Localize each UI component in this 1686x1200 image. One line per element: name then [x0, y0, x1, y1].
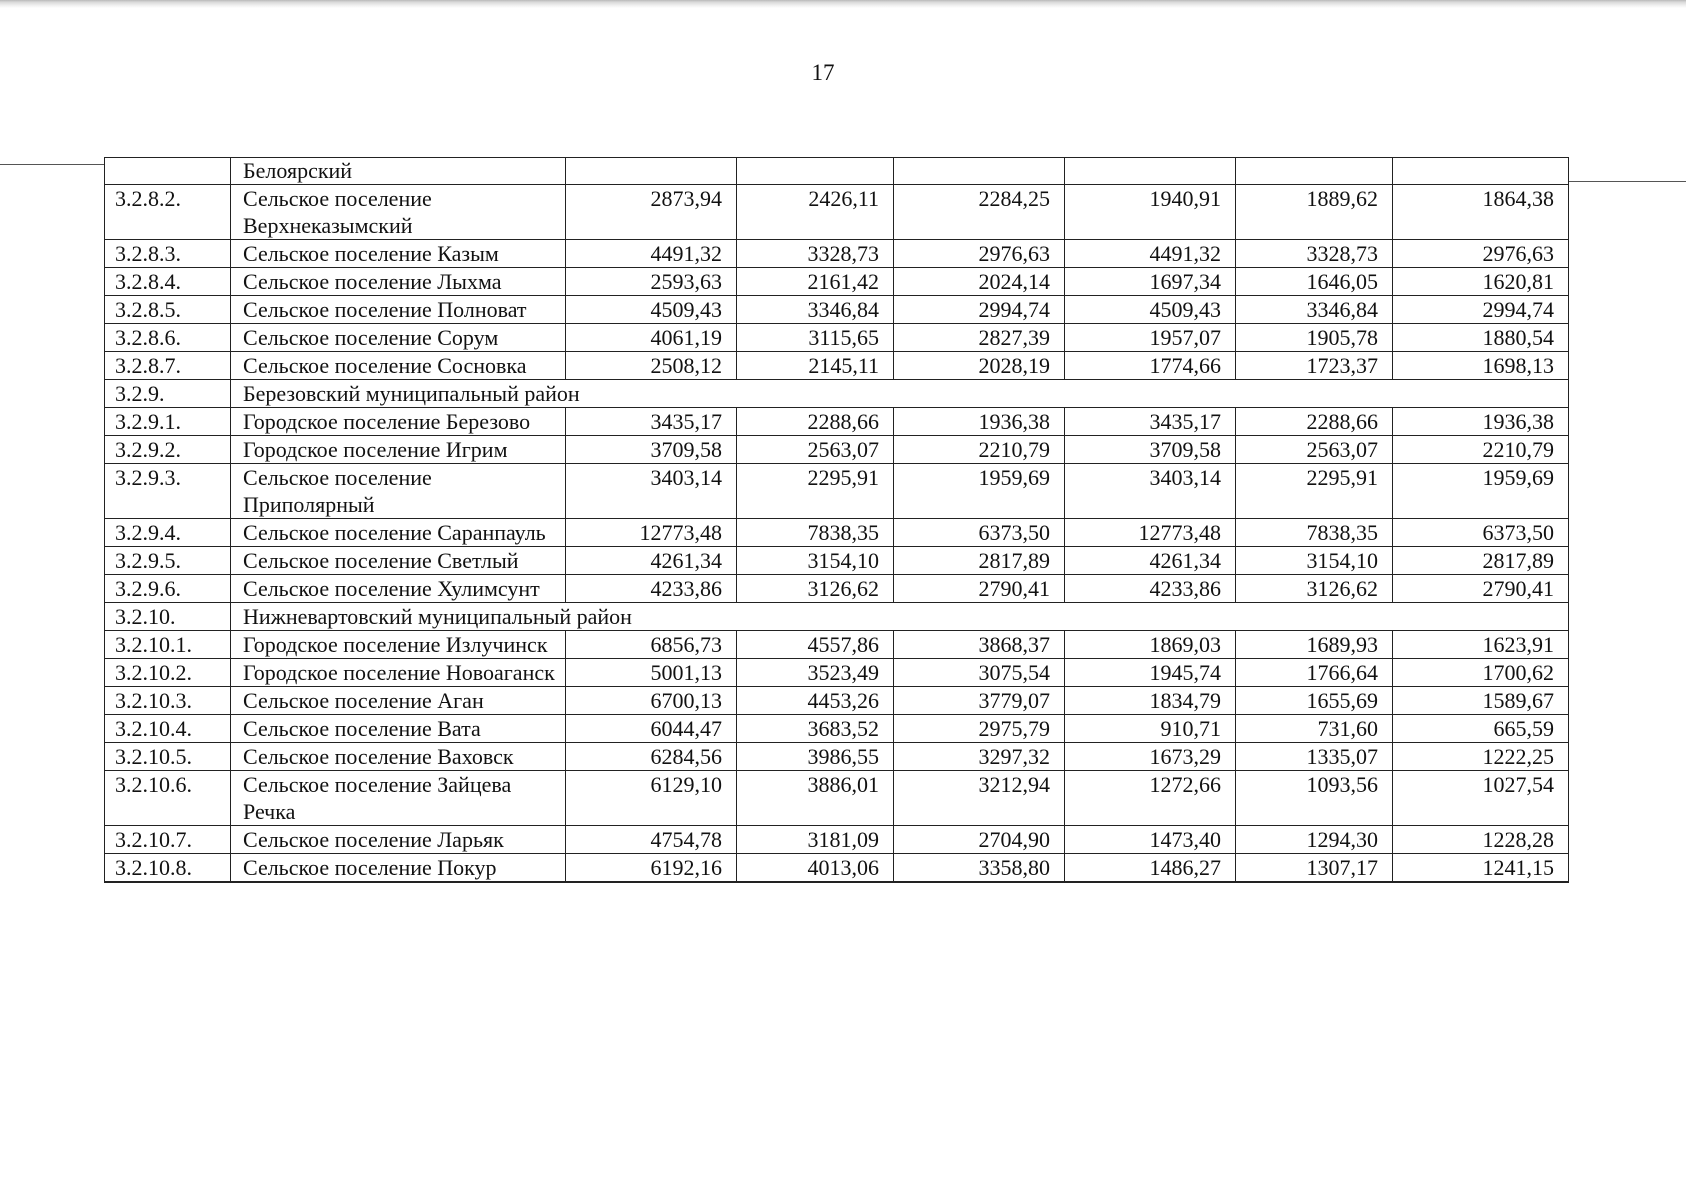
value-cell: 12773,48	[566, 519, 737, 547]
value-cell: 3435,17	[566, 408, 737, 436]
settlement-name: Сельское поселение Сосновка	[231, 352, 566, 380]
value-cell: 1959,69	[894, 464, 1065, 519]
value-cell: 6373,50	[1393, 519, 1569, 547]
row-code: 3.2.10.8.	[105, 854, 231, 883]
group-row	[105, 603, 1569, 631]
row-code: 3.2.10.6.	[105, 771, 231, 826]
value-cell: 1698,13	[1393, 352, 1569, 380]
value-cell: 1228,28	[1393, 826, 1569, 854]
row-code: 3.2.8.2.	[105, 185, 231, 240]
row-code: 3.2.10.4.	[105, 715, 231, 743]
value-cell: 3358,80	[894, 854, 1065, 883]
value-cell: 2976,63	[894, 240, 1065, 268]
value-cell: 3346,84	[1236, 296, 1393, 324]
settlement-name: Сельское поселение Верхнеказымский	[231, 185, 566, 240]
value-cell: 2704,90	[894, 826, 1065, 854]
value-cell: 4261,34	[566, 547, 737, 575]
value-cell: 4509,43	[1065, 296, 1236, 324]
value-cell: 1027,54	[1393, 771, 1569, 826]
value-cell: 5001,13	[566, 659, 737, 687]
value-cell: 6856,73	[566, 631, 737, 659]
value-cell: 2426,11	[737, 185, 894, 240]
value-cell: 1905,78	[1236, 324, 1393, 352]
value-cell: 4491,32	[566, 240, 737, 268]
row-code: 3.2.10.1.	[105, 631, 231, 659]
table-row	[105, 547, 1569, 575]
value-cell: 3126,62	[1236, 575, 1393, 603]
table-row	[105, 296, 1569, 324]
value-cell: 3075,54	[894, 659, 1065, 687]
value-cell: 1880,54	[1393, 324, 1569, 352]
value-cell: 1945,74	[1065, 659, 1236, 687]
row-code: 3.2.9.5.	[105, 547, 231, 575]
value-cell: 4557,86	[737, 631, 894, 659]
table-row	[105, 854, 1569, 883]
settlement-name: Сельское поселение Покур	[231, 854, 566, 883]
value-cell: 2563,07	[1236, 436, 1393, 464]
value-cell: 1774,66	[1065, 352, 1236, 380]
value-cell: 1623,91	[1393, 631, 1569, 659]
value-cell: 2817,89	[1393, 547, 1569, 575]
table-row	[105, 268, 1569, 296]
table-row	[105, 324, 1569, 352]
value-cell: 2563,07	[737, 436, 894, 464]
group-name: Нижневартовский муниципальный район	[231, 603, 1569, 631]
group-code: 3.2.10.	[105, 603, 231, 631]
value-cell: 2161,42	[737, 268, 894, 296]
value-cell: 4491,32	[1065, 240, 1236, 268]
value-cell: 1834,79	[1065, 687, 1236, 715]
header-cell	[566, 158, 737, 185]
table-row	[105, 575, 1569, 603]
value-cell: 1473,40	[1065, 826, 1236, 854]
settlement-name: Сельское поселение Полноват	[231, 296, 566, 324]
row-code: 3.2.10.3.	[105, 687, 231, 715]
continuation-header: Белоярский	[231, 158, 566, 185]
value-cell: 3328,73	[1236, 240, 1393, 268]
value-cell: 3868,37	[894, 631, 1065, 659]
value-cell: 1294,30	[1236, 826, 1393, 854]
value-cell: 1335,07	[1236, 743, 1393, 771]
value-cell: 2873,94	[566, 185, 737, 240]
value-cell: 910,71	[1065, 715, 1236, 743]
row-code: 3.2.10.2.	[105, 659, 231, 687]
value-cell: 4261,34	[1065, 547, 1236, 575]
row-code: 3.2.8.7.	[105, 352, 231, 380]
value-cell: 1272,66	[1065, 771, 1236, 826]
tariff-table	[104, 157, 1569, 883]
table-row	[105, 408, 1569, 436]
value-cell: 2024,14	[894, 268, 1065, 296]
row-code: 3.2.8.6.	[105, 324, 231, 352]
value-cell: 2295,91	[1236, 464, 1393, 519]
value-cell: 2284,25	[894, 185, 1065, 240]
value-cell: 3181,09	[737, 826, 894, 854]
value-cell: 1936,38	[1393, 408, 1569, 436]
value-cell: 3709,58	[566, 436, 737, 464]
row-code: 3.2.9.3.	[105, 464, 231, 519]
value-cell: 2975,79	[894, 715, 1065, 743]
settlement-name: Сельское поселение Сорум	[231, 324, 566, 352]
value-cell: 1589,67	[1393, 687, 1569, 715]
value-cell: 3126,62	[737, 575, 894, 603]
value-cell: 4509,43	[566, 296, 737, 324]
value-cell: 1486,27	[1065, 854, 1236, 883]
value-cell: 1307,17	[1236, 854, 1393, 883]
table-row	[105, 743, 1569, 771]
value-cell: 1700,62	[1393, 659, 1569, 687]
value-cell: 2994,74	[894, 296, 1065, 324]
value-cell: 2288,66	[737, 408, 894, 436]
value-cell: 3346,84	[737, 296, 894, 324]
value-cell: 3115,65	[737, 324, 894, 352]
value-cell: 1673,29	[1065, 743, 1236, 771]
table-row	[105, 631, 1569, 659]
value-cell: 1646,05	[1236, 268, 1393, 296]
value-cell: 1889,62	[1236, 185, 1393, 240]
settlement-name: Городское поселение Березово	[231, 408, 566, 436]
header-cell	[1236, 158, 1393, 185]
settlement-name: Сельское поселение Лыхма	[231, 268, 566, 296]
value-cell: 2508,12	[566, 352, 737, 380]
value-cell: 1222,25	[1393, 743, 1569, 771]
settlement-name: Сельское поселение Хулимсунт	[231, 575, 566, 603]
value-cell: 4233,86	[566, 575, 737, 603]
value-cell: 3403,14	[1065, 464, 1236, 519]
table-body	[105, 158, 1569, 883]
settlement-name: Городское поселение Игрим	[231, 436, 566, 464]
value-cell: 3709,58	[1065, 436, 1236, 464]
table-row	[105, 771, 1569, 826]
table-row	[105, 240, 1569, 268]
value-cell: 2994,74	[1393, 296, 1569, 324]
value-cell: 6044,47	[566, 715, 737, 743]
value-cell: 6373,50	[894, 519, 1065, 547]
table-row	[105, 715, 1569, 743]
value-cell: 12773,48	[1065, 519, 1236, 547]
value-cell: 3986,55	[737, 743, 894, 771]
value-cell: 6700,13	[566, 687, 737, 715]
page-number: 17	[811, 60, 835, 85]
value-cell: 7838,35	[1236, 519, 1393, 547]
table-row	[105, 687, 1569, 715]
settlement-name: Сельское поселение Зайцева Речка	[231, 771, 566, 826]
value-cell: 3328,73	[737, 240, 894, 268]
value-cell: 3886,01	[737, 771, 894, 826]
value-cell: 2028,19	[894, 352, 1065, 380]
table-row	[105, 826, 1569, 854]
value-cell: 2210,79	[894, 436, 1065, 464]
value-cell: 6192,16	[566, 854, 737, 883]
group-name: Березовский муниципальный район	[231, 380, 1569, 408]
value-cell: 7838,35	[737, 519, 894, 547]
scan-artifact-line-right	[1568, 181, 1686, 182]
header-cell	[737, 158, 894, 185]
value-cell: 2593,63	[566, 268, 737, 296]
value-cell: 2295,91	[737, 464, 894, 519]
settlement-name: Сельское поселение Казым	[231, 240, 566, 268]
value-cell: 2817,89	[894, 547, 1065, 575]
continuation-header-row	[105, 158, 1569, 185]
value-cell: 2210,79	[1393, 436, 1569, 464]
settlement-name: Городское поселение Излучинск	[231, 631, 566, 659]
value-cell: 1957,07	[1065, 324, 1236, 352]
value-cell: 1241,15	[1393, 854, 1569, 883]
value-cell: 6284,56	[566, 743, 737, 771]
table-row	[105, 464, 1569, 519]
table-row	[105, 185, 1569, 240]
header-code-cell	[105, 158, 231, 185]
value-cell: 2790,41	[1393, 575, 1569, 603]
value-cell: 3683,52	[737, 715, 894, 743]
value-cell: 2827,39	[894, 324, 1065, 352]
group-code: 3.2.9.	[105, 380, 231, 408]
value-cell: 3403,14	[566, 464, 737, 519]
value-cell: 4453,26	[737, 687, 894, 715]
value-cell: 3779,07	[894, 687, 1065, 715]
value-cell: 3523,49	[737, 659, 894, 687]
value-cell: 3154,10	[1236, 547, 1393, 575]
settlement-name: Сельское поселение Ларьяк	[231, 826, 566, 854]
row-code: 3.2.9.1.	[105, 408, 231, 436]
value-cell: 1093,56	[1236, 771, 1393, 826]
value-cell: 2790,41	[894, 575, 1065, 603]
value-cell: 1689,93	[1236, 631, 1393, 659]
row-code: 3.2.8.3.	[105, 240, 231, 268]
value-cell: 2976,63	[1393, 240, 1569, 268]
value-cell: 4013,06	[737, 854, 894, 883]
value-cell: 4061,19	[566, 324, 737, 352]
value-cell: 1864,38	[1393, 185, 1569, 240]
value-cell: 1869,03	[1065, 631, 1236, 659]
table-row	[105, 352, 1569, 380]
value-cell: 1655,69	[1236, 687, 1393, 715]
value-cell: 3435,17	[1065, 408, 1236, 436]
row-code: 3.2.9.2.	[105, 436, 231, 464]
row-code: 3.2.9.4.	[105, 519, 231, 547]
settlement-name: Сельское поселение Светлый	[231, 547, 566, 575]
table-row	[105, 519, 1569, 547]
settlement-name: Городское поселение Новоаганск	[231, 659, 566, 687]
row-code: 3.2.9.6.	[105, 575, 231, 603]
value-cell: 3154,10	[737, 547, 894, 575]
header-cell	[894, 158, 1065, 185]
settlement-name: Сельское поселение Вата	[231, 715, 566, 743]
settlement-name: Сельское поселение Ваховск	[231, 743, 566, 771]
value-cell: 3212,94	[894, 771, 1065, 826]
value-cell: 1940,91	[1065, 185, 1236, 240]
value-cell: 2145,11	[737, 352, 894, 380]
settlement-name: Сельское поселение Аган	[231, 687, 566, 715]
value-cell: 1620,81	[1393, 268, 1569, 296]
header-cell	[1393, 158, 1569, 185]
value-cell: 1697,34	[1065, 268, 1236, 296]
row-code: 3.2.10.7.	[105, 826, 231, 854]
scan-artifact-line-left	[0, 164, 105, 165]
table-row	[105, 659, 1569, 687]
value-cell: 2288,66	[1236, 408, 1393, 436]
value-cell: 4233,86	[1065, 575, 1236, 603]
table-row	[105, 436, 1569, 464]
value-cell: 1766,64	[1236, 659, 1393, 687]
settlement-name: Сельское поселение Саранпауль	[231, 519, 566, 547]
value-cell: 4754,78	[566, 826, 737, 854]
header-cell	[1065, 158, 1236, 185]
scan-top-edge	[0, 0, 1686, 8]
settlement-name: Сельское поселение Приполярный	[231, 464, 566, 519]
row-code: 3.2.8.5.	[105, 296, 231, 324]
value-cell: 6129,10	[566, 771, 737, 826]
value-cell: 3297,32	[894, 743, 1065, 771]
value-cell: 665,59	[1393, 715, 1569, 743]
value-cell: 1959,69	[1393, 464, 1569, 519]
value-cell: 731,60	[1236, 715, 1393, 743]
value-cell: 1936,38	[894, 408, 1065, 436]
row-code: 3.2.10.5.	[105, 743, 231, 771]
row-code: 3.2.8.4.	[105, 268, 231, 296]
value-cell: 1723,37	[1236, 352, 1393, 380]
group-row	[105, 380, 1569, 408]
